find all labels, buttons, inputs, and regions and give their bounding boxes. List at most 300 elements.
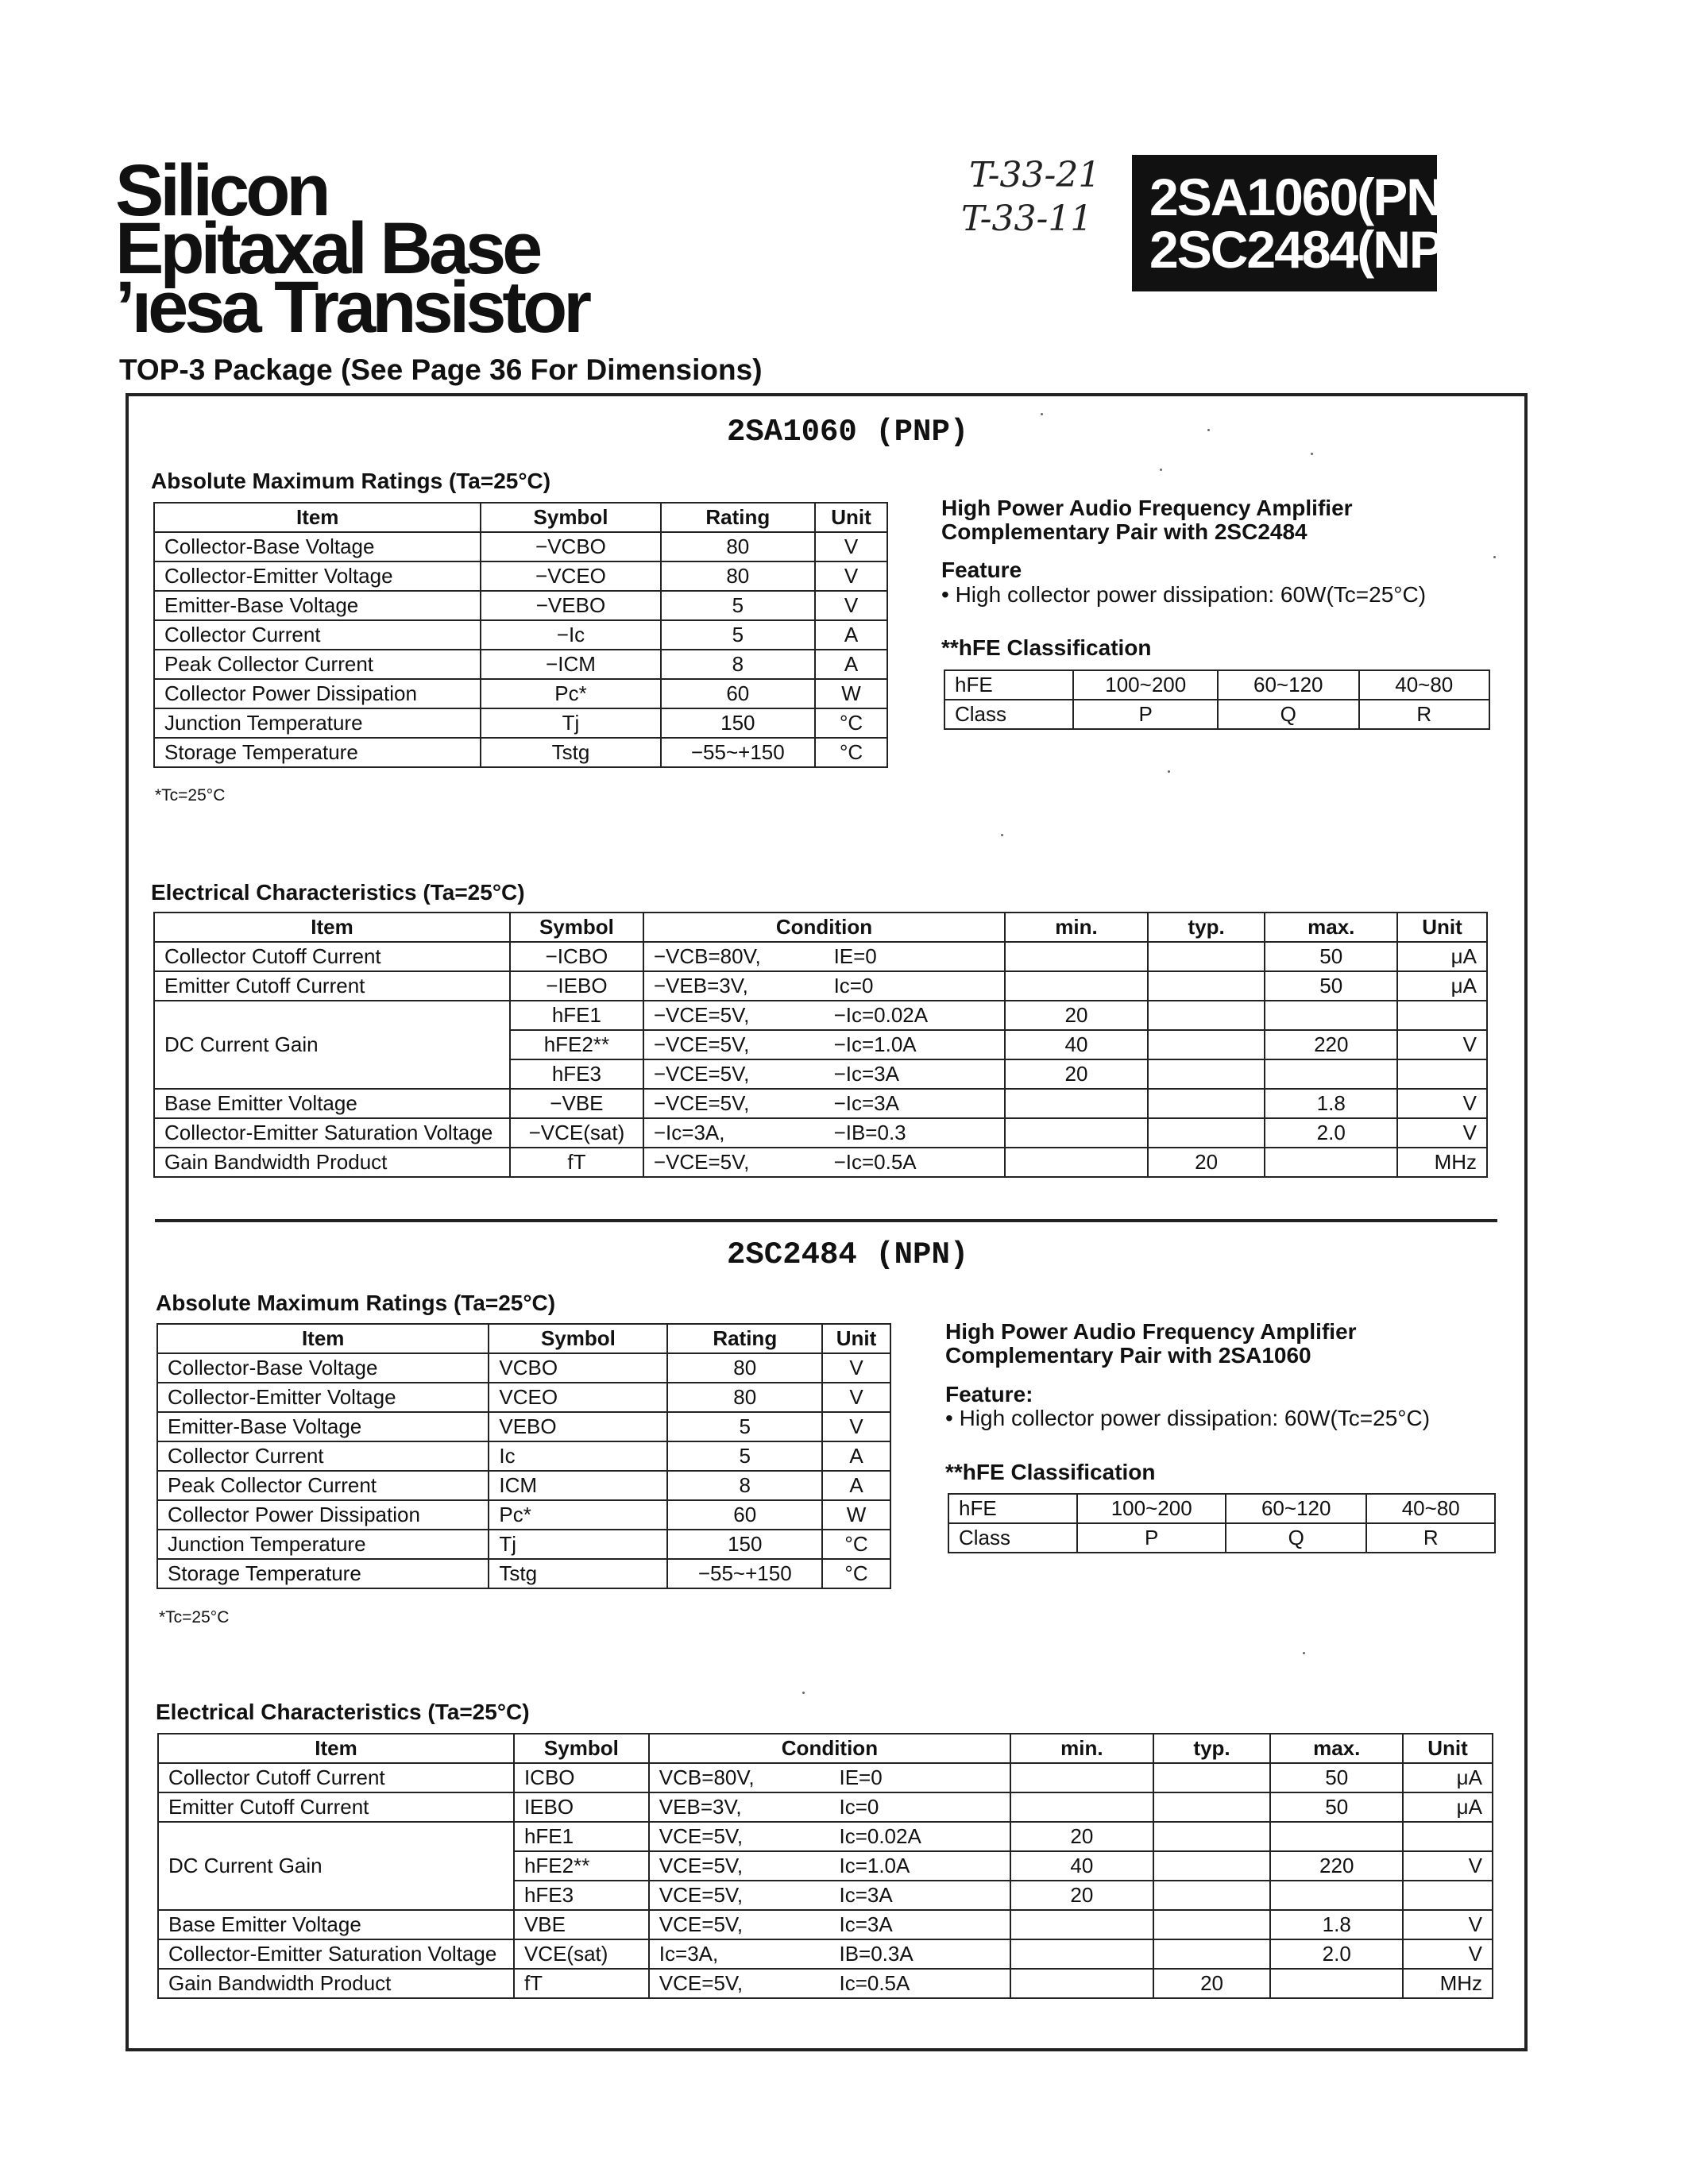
table-row	[154, 1148, 1487, 1177]
cell-rating: 80	[661, 561, 816, 591]
scan-speck	[1168, 770, 1170, 773]
cell-condition-2: −Ic=3A	[825, 1089, 1006, 1118]
col-header-condition: Condition	[643, 913, 1005, 942]
col-header-unit: Unit	[1403, 1734, 1493, 1763]
cell-typ	[1153, 1763, 1271, 1792]
cell-condition-1: VCB=80V,	[649, 1763, 830, 1792]
cell-rating: 5	[661, 591, 816, 620]
cell-rating: 8	[667, 1471, 822, 1500]
cell-max	[1270, 1822, 1403, 1851]
ec-title-pnp: Electrical Characteristics (Ta=25°C)	[151, 880, 525, 905]
cell-symbol: Pc*	[489, 1500, 667, 1530]
cell-max: 50	[1265, 942, 1397, 971]
cell-rating: 60	[661, 679, 816, 708]
cell-item: Collector-Emitter Voltage	[154, 561, 481, 591]
abs-ratings-title-npn: Absolute Maximum Ratings (Ta=25°C)	[156, 1291, 556, 1315]
handwritten-note-2: T-33-11	[961, 199, 1093, 239]
cell-min: 20	[1010, 1881, 1153, 1910]
description-pnp	[941, 496, 1353, 544]
cell-symbol: Tstg	[481, 738, 660, 767]
cell-condition-2: Ic=0	[829, 1792, 1010, 1822]
section-divider	[155, 1219, 1497, 1222]
cell-item: Collector Current	[154, 620, 481, 650]
part-number-box	[1132, 155, 1495, 291]
cell-rating: 5	[667, 1412, 822, 1441]
cell-item: Collector-Base Voltage	[157, 1353, 489, 1383]
scan-speck	[1160, 469, 1162, 471]
table-row	[154, 971, 1487, 1001]
col-header-min: min.	[1010, 1734, 1153, 1763]
cell-item: Junction Temperature	[154, 708, 481, 738]
title-line-1: Silicon	[115, 150, 327, 231]
cell-unit: V	[1403, 1910, 1493, 1939]
cell-unit: A	[822, 1441, 890, 1471]
cell: P	[1073, 700, 1218, 729]
cell-rating: 60	[667, 1500, 822, 1530]
part-number-npn: 2SC2484(NPN)	[1149, 220, 1495, 279]
cell: hFE	[948, 1494, 1077, 1523]
cell-symbol: hFE3	[510, 1059, 643, 1089]
cell-condition-1: VCE=5V,	[649, 1969, 830, 1998]
cell-rating: −55~+150	[667, 1559, 822, 1588]
cell-condition-2: Ic=3A	[829, 1910, 1010, 1939]
table-row	[158, 1763, 1493, 1792]
cell-min	[1010, 1939, 1153, 1969]
package-line: TOP-3 Package (See Page 36 For Dimensions)	[119, 353, 763, 386]
section-heading-npn: 2SC2484 (NPN)	[727, 1237, 969, 1272]
table-row	[158, 1792, 1493, 1822]
col-header-max: max.	[1270, 1734, 1403, 1763]
col-header-condition: Condition	[649, 1734, 1010, 1763]
title-line-2: Epitaxal Base	[115, 208, 539, 289]
cell-unit: V	[822, 1412, 890, 1441]
feature-text-npn: • High collector power dissipation: 60W(Tc=25°C)	[945, 1406, 1431, 1430]
cell-symbol: hFE2**	[510, 1030, 643, 1059]
col-header-symbol: Symbol	[489, 1324, 667, 1353]
cell-unit: A	[822, 1471, 890, 1500]
cell-condition-2: Ic=0	[825, 971, 1006, 1001]
table-row	[157, 1412, 890, 1441]
cell-unit	[1403, 1822, 1493, 1851]
table-row	[154, 1118, 1487, 1148]
cell-condition-1: VCE=5V,	[649, 1822, 830, 1851]
table-row	[158, 1939, 1493, 1969]
cell: 100~200	[1073, 670, 1218, 700]
cell-item: Collector Cutoff Current	[154, 942, 510, 971]
scan-speck	[1041, 413, 1043, 415]
cell-min	[1005, 942, 1148, 971]
title-line-3: ʼıesa Transistor	[115, 267, 588, 348]
scan-speck	[1311, 453, 1313, 455]
cell-item: Collector Power Dissipation	[157, 1500, 489, 1530]
cell-unit: A	[815, 650, 887, 679]
cell-item: Collector-Emitter Voltage	[157, 1383, 489, 1412]
cell-unit: °C	[822, 1530, 890, 1559]
cell-item: Collector Cutoff Current	[158, 1763, 514, 1792]
description-line-2: Complementary Pair with 2SA1060	[945, 1343, 1311, 1368]
cell-typ	[1153, 1851, 1271, 1881]
table-row	[154, 561, 887, 591]
cell-min: 40	[1005, 1030, 1148, 1059]
cell-unit: A	[815, 620, 887, 650]
cell-unit: °C	[815, 708, 887, 738]
hfe-table-pnp	[944, 669, 1490, 730]
cell-min	[1005, 1089, 1148, 1118]
cell-typ	[1148, 1030, 1265, 1059]
cell-item: Peak Collector Current	[154, 650, 481, 679]
cell: 60~120	[1226, 1494, 1367, 1523]
cell-symbol: −VCE(sat)	[510, 1118, 643, 1148]
cell-item: Gain Bandwidth Product	[154, 1148, 510, 1177]
table-row	[154, 650, 887, 679]
cell-typ: 20	[1153, 1969, 1271, 1998]
cell-min	[1010, 1910, 1153, 1939]
table-row	[154, 708, 887, 738]
cell-max: 50	[1270, 1792, 1403, 1822]
cell-typ: 20	[1148, 1148, 1265, 1177]
cell-condition-1: −VCB=80V,	[643, 942, 825, 971]
table-row	[158, 1910, 1493, 1939]
cell-symbol: −VCEO	[481, 561, 660, 591]
description-line-1: High Power Audio Frequency Amplifier	[941, 496, 1353, 520]
cell-item: Storage Temperature	[157, 1559, 489, 1588]
cell: Class	[948, 1523, 1077, 1553]
cell: Q	[1218, 700, 1358, 729]
cell-unit	[1403, 1881, 1493, 1910]
cell-min	[1010, 1763, 1153, 1792]
cell-condition-2: Ic=0.02A	[829, 1822, 1010, 1851]
cell-symbol: hFE1	[510, 1001, 643, 1030]
col-header-max: max.	[1265, 913, 1397, 942]
cell-unit: μA	[1403, 1763, 1493, 1792]
cell: P	[1077, 1523, 1226, 1553]
abs-ratings-title-pnp: Absolute Maximum Ratings (Ta=25°C)	[151, 469, 551, 493]
cell-typ	[1153, 1822, 1271, 1851]
cell: 40~80	[1366, 1494, 1495, 1523]
table-row	[154, 738, 887, 767]
cell-typ	[1148, 971, 1265, 1001]
table-header-row	[158, 1734, 1493, 1763]
cell-item: Collector Power Dissipation	[154, 679, 481, 708]
cell-symbol: −VBE	[510, 1089, 643, 1118]
cell-min	[1010, 1792, 1153, 1822]
cell-unit: μA	[1403, 1792, 1493, 1822]
cell-condition-2: −IB=0.3	[825, 1118, 1006, 1148]
cell-condition-2: −Ic=1.0A	[825, 1030, 1006, 1059]
cell-item: Emitter-Base Voltage	[154, 591, 481, 620]
cell-unit: V	[822, 1383, 890, 1412]
cell-rating: 150	[667, 1530, 822, 1559]
cell-item: Collector Current	[157, 1441, 489, 1471]
cell-max	[1265, 1148, 1397, 1177]
hfe-title-pnp: **hFE Classification	[941, 635, 1152, 660]
cell-symbol: ICBO	[514, 1763, 649, 1792]
cell-symbol: VCE(sat)	[514, 1939, 649, 1969]
cell-typ	[1148, 1118, 1265, 1148]
cell-item: Emitter-Base Voltage	[157, 1412, 489, 1441]
col-header-rating: Rating	[667, 1324, 822, 1353]
cell-min	[1005, 1148, 1148, 1177]
cell-condition-2: IE=0	[825, 942, 1006, 971]
table-row	[158, 1822, 1493, 1851]
cell-symbol: hFE3	[514, 1881, 649, 1910]
cell-condition-1: −VEB=3V,	[643, 971, 825, 1001]
cell-symbol: Ic	[489, 1441, 667, 1471]
cell-max: 50	[1270, 1763, 1403, 1792]
col-header-typ: typ.	[1153, 1734, 1271, 1763]
cell-symbol: Tj	[489, 1530, 667, 1559]
col-header-unit: Unit	[815, 503, 887, 532]
cell-condition-2: −Ic=3A	[825, 1059, 1006, 1089]
cell-symbol: VCEO	[489, 1383, 667, 1412]
cell-unit: °C	[815, 738, 887, 767]
table-header-row	[154, 913, 1487, 942]
cell-unit: W	[822, 1500, 890, 1530]
cell-item: Collector-Base Voltage	[154, 532, 481, 561]
table-row	[157, 1441, 890, 1471]
cell-symbol: −VEBO	[481, 591, 660, 620]
hfe-table-npn	[948, 1493, 1496, 1553]
table-row	[154, 1089, 1487, 1118]
cell-unit: V	[815, 591, 887, 620]
cell-unit	[1397, 1001, 1487, 1030]
cell-unit: °C	[822, 1559, 890, 1588]
table-row	[154, 532, 887, 561]
cell-symbol: ICM	[489, 1471, 667, 1500]
cell-item: DC Current Gain	[158, 1822, 514, 1910]
col-header-symbol: Symbol	[510, 913, 643, 942]
cell-symbol: Tj	[481, 708, 660, 738]
cell-symbol: VBE	[514, 1910, 649, 1939]
feature-label-pnp: Feature	[941, 558, 1022, 582]
scan-speck	[802, 1692, 805, 1694]
abs-note-npn: *Tc=25°C	[159, 1608, 230, 1626]
cell-condition-1: −Ic=3A,	[643, 1118, 825, 1148]
cell-min: 20	[1005, 1059, 1148, 1089]
cell-item: Gain Bandwidth Product	[158, 1969, 514, 1998]
table-row	[157, 1559, 890, 1588]
cell-symbol: −Ic	[481, 620, 660, 650]
cell-max	[1265, 1059, 1397, 1089]
cell-unit: μA	[1397, 942, 1487, 971]
col-header-symbol: Symbol	[481, 503, 660, 532]
cell-item: Emitter Cutoff Current	[154, 971, 510, 1001]
cell-symbol: −ICM	[481, 650, 660, 679]
cell-unit: V	[1397, 1089, 1487, 1118]
cell-max: 220	[1265, 1030, 1397, 1059]
cell-unit: μA	[1397, 971, 1487, 1001]
part-number-pnp: 2SA1060(PNP)	[1149, 168, 1492, 226]
cell: 100~200	[1077, 1494, 1226, 1523]
cell-item: Collector-Emitter Saturation Voltage	[158, 1939, 514, 1969]
col-header-item: Item	[157, 1324, 489, 1353]
cell-max	[1270, 1969, 1403, 1998]
col-header-item: Item	[154, 503, 481, 532]
cell-max: 2.0	[1270, 1939, 1403, 1969]
cell-condition-1: −VCE=5V,	[643, 1089, 825, 1118]
cell: 40~80	[1359, 670, 1490, 700]
cell-min: 20	[1010, 1822, 1153, 1851]
cell-unit: W	[815, 679, 887, 708]
cell-typ	[1153, 1939, 1271, 1969]
table-row	[944, 670, 1489, 700]
cell-condition-2: −Ic=0.5A	[825, 1148, 1006, 1177]
cell-condition-2: Ic=3A	[829, 1881, 1010, 1910]
cell-typ	[1148, 1001, 1265, 1030]
table-row	[158, 1969, 1493, 1998]
cell-symbol: hFE2**	[514, 1851, 649, 1881]
abs-note-pnp: *Tc=25°C	[155, 786, 226, 805]
cell-item: Base Emitter Voltage	[158, 1910, 514, 1939]
cell-unit: V	[815, 532, 887, 561]
cell-symbol: −VCBO	[481, 532, 660, 561]
col-header-unit: Unit	[1397, 913, 1487, 942]
description-line-1: High Power Audio Frequency Amplifier	[945, 1319, 1357, 1344]
cell-rating: 150	[661, 708, 816, 738]
cell: Class	[944, 700, 1073, 729]
cell-symbol: fT	[510, 1148, 643, 1177]
cell-min	[1005, 1118, 1148, 1148]
col-header-unit: Unit	[822, 1324, 890, 1353]
scan-speck	[1493, 556, 1496, 558]
cell-min	[1005, 971, 1148, 1001]
cell-unit: V	[815, 561, 887, 591]
col-header-rating: Rating	[661, 503, 816, 532]
col-header-min: min.	[1005, 913, 1148, 942]
cell-min: 20	[1005, 1001, 1148, 1030]
handwritten-note-1: T-33-21	[969, 155, 1101, 195]
cell: 60~120	[1218, 670, 1358, 700]
table-row	[948, 1523, 1495, 1553]
cell-typ	[1148, 942, 1265, 971]
cell-max	[1265, 1001, 1397, 1030]
cell-rating: 80	[661, 532, 816, 561]
feature-label-npn: Feature:	[945, 1382, 1033, 1406]
cell-rating: 80	[667, 1353, 822, 1383]
cell-symbol: VEBO	[489, 1412, 667, 1441]
abs-ratings-table-pnp	[153, 502, 888, 768]
cell-item: Peak Collector Current	[157, 1471, 489, 1500]
cell-unit: V	[822, 1353, 890, 1383]
cell-max: 1.8	[1265, 1089, 1397, 1118]
table-row	[157, 1530, 890, 1559]
cell-typ	[1148, 1059, 1265, 1089]
col-header-item: Item	[154, 913, 510, 942]
cell-condition-2: IE=0	[829, 1763, 1010, 1792]
cell-item: Junction Temperature	[157, 1530, 489, 1559]
cell-unit: MHz	[1403, 1969, 1493, 1998]
cell-condition-1: −VCE=5V,	[643, 1001, 825, 1030]
cell-condition-1: VCE=5V,	[649, 1881, 830, 1910]
cell-symbol: IEBO	[514, 1792, 649, 1822]
table-header-row	[154, 503, 887, 532]
table-row	[948, 1494, 1495, 1523]
col-header-item: Item	[158, 1734, 514, 1763]
table-row	[154, 620, 887, 650]
cell-rating: 5	[661, 620, 816, 650]
cell-symbol: Tstg	[489, 1559, 667, 1588]
col-header-symbol: Symbol	[514, 1734, 649, 1763]
cell-condition-1: −VCE=5V,	[643, 1148, 825, 1177]
table-header-row	[157, 1324, 890, 1353]
hfe-title-npn: **hFE Classification	[945, 1460, 1156, 1484]
cell-symbol: hFE1	[514, 1822, 649, 1851]
cell-unit: V	[1397, 1030, 1487, 1059]
cell-item: Storage Temperature	[154, 738, 481, 767]
table-row	[157, 1353, 890, 1383]
scan-speck	[1207, 429, 1210, 431]
cell-condition-2: Ic=1.0A	[829, 1851, 1010, 1881]
cell-rating: 5	[667, 1441, 822, 1471]
cell-condition-1: −VCE=5V,	[643, 1030, 825, 1059]
cell-symbol: fT	[514, 1969, 649, 1998]
cell-item: Base Emitter Voltage	[154, 1089, 510, 1118]
feature-text-pnp: • High collector power dissipation: 60W(Tc=25°C)	[941, 582, 1427, 607]
cell-condition-2: IB=0.3A	[829, 1939, 1010, 1969]
cell-rating: −55~+150	[661, 738, 816, 767]
cell-symbol: Pc*	[481, 679, 660, 708]
scan-speck	[1001, 834, 1003, 836]
cell: hFE	[944, 670, 1073, 700]
table-row	[944, 700, 1489, 729]
cell-rating: 8	[661, 650, 816, 679]
cell-condition-2: Ic=0.5A	[829, 1969, 1010, 1998]
cell-max: 50	[1265, 971, 1397, 1001]
table-row	[154, 591, 887, 620]
cell-typ	[1153, 1881, 1271, 1910]
table-row	[154, 1001, 1487, 1030]
cell-max: 220	[1270, 1851, 1403, 1881]
cell-symbol: −ICBO	[510, 942, 643, 971]
cell-condition-1: VCE=5V,	[649, 1910, 830, 1939]
cell-min	[1010, 1969, 1153, 1998]
cell-typ	[1148, 1089, 1265, 1118]
cell-condition-1: VCE=5V,	[649, 1851, 830, 1881]
cell-unit: V	[1403, 1851, 1493, 1881]
cell: Q	[1226, 1523, 1367, 1553]
table-row	[157, 1383, 890, 1412]
cell-item: Collector-Emitter Saturation Voltage	[154, 1118, 510, 1148]
cell-typ	[1153, 1792, 1271, 1822]
cell-rating: 80	[667, 1383, 822, 1412]
description-npn	[945, 1320, 1357, 1368]
cell: R	[1366, 1523, 1495, 1553]
description-line-2: Complementary Pair with 2SC2484	[941, 519, 1308, 544]
cell-condition-1: Ic=3A,	[649, 1939, 830, 1969]
cell-symbol: VCBO	[489, 1353, 667, 1383]
table-row	[154, 942, 1487, 971]
abs-ratings-table-npn	[156, 1323, 891, 1589]
ec-table-npn	[157, 1733, 1493, 1999]
section-heading-pnp: 2SA1060 (PNP)	[727, 415, 969, 450]
ec-title-npn: Electrical Characteristics (Ta=25°C)	[156, 1700, 530, 1724]
scan-speck	[1303, 1652, 1305, 1654]
cell-min: 40	[1010, 1851, 1153, 1881]
cell-unit: MHz	[1397, 1148, 1487, 1177]
cell-condition-2: −Ic=0.02A	[825, 1001, 1006, 1030]
cell-condition-1: VEB=3V,	[649, 1792, 830, 1822]
cell-max	[1270, 1881, 1403, 1910]
table-row	[157, 1500, 890, 1530]
cell-max: 2.0	[1265, 1118, 1397, 1148]
cell-max: 1.8	[1270, 1910, 1403, 1939]
ec-table-pnp	[153, 912, 1488, 1178]
table-row	[154, 679, 887, 708]
cell-unit: V	[1403, 1939, 1493, 1969]
cell-symbol: −IEBO	[510, 971, 643, 1001]
cell-item: DC Current Gain	[154, 1001, 510, 1089]
cell-condition-1: −VCE=5V,	[643, 1059, 825, 1089]
